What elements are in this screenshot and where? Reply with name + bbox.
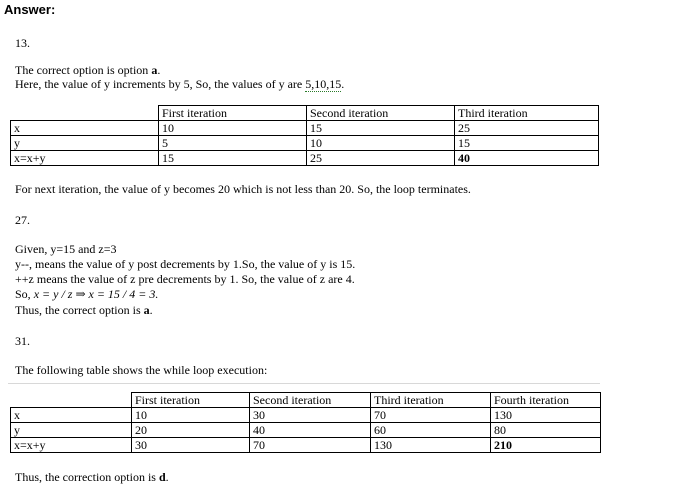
table-cell: 70 (250, 438, 371, 453)
q27-formula-prefix: So, (15, 287, 31, 301)
table-row-label: y (11, 136, 159, 151)
q27-answer-text: Thus, the correct option is (15, 303, 144, 317)
q27-formula-line (15, 287, 158, 301)
table-cell-result: 210 (491, 438, 601, 453)
q13-answer-option: a (151, 63, 158, 77)
table-header-cell: First iteration (159, 106, 307, 121)
table-cell: 15 (307, 121, 455, 136)
q13-y-values: 5,10,15 (305, 77, 342, 91)
table-row-label: x (11, 121, 159, 136)
table-row-label: x=x+y (11, 438, 132, 453)
q27-answer-period: . (149, 303, 153, 317)
section-divider (8, 383, 600, 384)
table-cell: 10 (159, 121, 307, 136)
q27-formula: x = y / z ⇒ x = 15 / 4 = 3. (33, 287, 159, 301)
table-cell: 40 (250, 423, 371, 438)
q13-conclusion: For next iteration, the value of y becomes 20 which is not less than 20. So, the loop terminates. (15, 182, 471, 196)
table-cell: 10 (307, 136, 455, 151)
table-cell: 80 (491, 423, 601, 438)
q13-answer-period: . (157, 63, 161, 77)
table-corner-cell (11, 393, 132, 408)
table-cell: 60 (371, 423, 491, 438)
q27-z-line: ++z means the value of z pre decrements by 1. So, the value of z are 4. (15, 272, 355, 286)
table-header-cell: Fourth iteration (491, 393, 601, 408)
table-header-cell: Second iteration (250, 393, 371, 408)
q31-intro: The following table shows the while loop execution: (15, 363, 268, 377)
table-cell-result: 40 (455, 151, 599, 166)
q13-explanation-text: Here, the value of y increments by 5, So, the values of y are (15, 77, 306, 91)
table-row-label: x (11, 408, 132, 423)
table-row (11, 121, 599, 136)
q27-answer-line (15, 303, 153, 317)
table-row (11, 408, 601, 423)
table-header-cell: Third iteration (455, 106, 599, 121)
q13-explanation-period: . (341, 77, 345, 91)
q31-conclusion-period: . (165, 470, 169, 484)
question-31-number: 31. (15, 334, 30, 348)
q27-answer-option: a (143, 303, 150, 317)
table-corner-cell (11, 106, 159, 121)
q31-iteration-table (10, 392, 601, 453)
table-cell: 25 (455, 121, 599, 136)
table-row (11, 151, 599, 166)
table-cell: 15 (159, 151, 307, 166)
table-cell: 30 (132, 438, 250, 453)
q13-explanation-line (15, 77, 344, 91)
table-row-label: x=x+y (11, 151, 159, 166)
table-header-cell: First iteration (132, 393, 250, 408)
table-cell: 30 (250, 408, 371, 423)
table-header-row (11, 106, 599, 121)
table-cell: 25 (307, 151, 455, 166)
table-header-cell: Second iteration (307, 106, 455, 121)
table-cell: 130 (371, 438, 491, 453)
answer-heading: Answer: (4, 2, 56, 17)
q13-answer-text: The correct option is option (15, 63, 152, 77)
question-27-number: 27. (15, 213, 30, 227)
table-cell: 70 (371, 408, 491, 423)
table-cell: 130 (491, 408, 601, 423)
q27-y-line: y--, means the value of y post decrements by 1.So, the value of y is 15. (15, 257, 356, 271)
table-cell: 20 (132, 423, 250, 438)
q31-answer-option: d (158, 470, 166, 484)
table-header-row (11, 393, 601, 408)
q31-conclusion (15, 470, 169, 484)
table-cell: 5 (159, 136, 307, 151)
table-row (11, 438, 601, 453)
question-13-number: 13. (15, 36, 30, 50)
table-row (11, 136, 599, 151)
q13-iteration-table (10, 105, 599, 166)
q31-conclusion-text: Thus, the correction option is (15, 470, 159, 484)
q13-answer-line (15, 63, 160, 77)
q27-given-line: Given, y=15 and z=3 (15, 242, 117, 256)
table-cell: 10 (132, 408, 250, 423)
table-header-cell: Third iteration (371, 393, 491, 408)
table-row-label: y (11, 423, 132, 438)
table-cell: 15 (455, 136, 599, 151)
table-row (11, 423, 601, 438)
